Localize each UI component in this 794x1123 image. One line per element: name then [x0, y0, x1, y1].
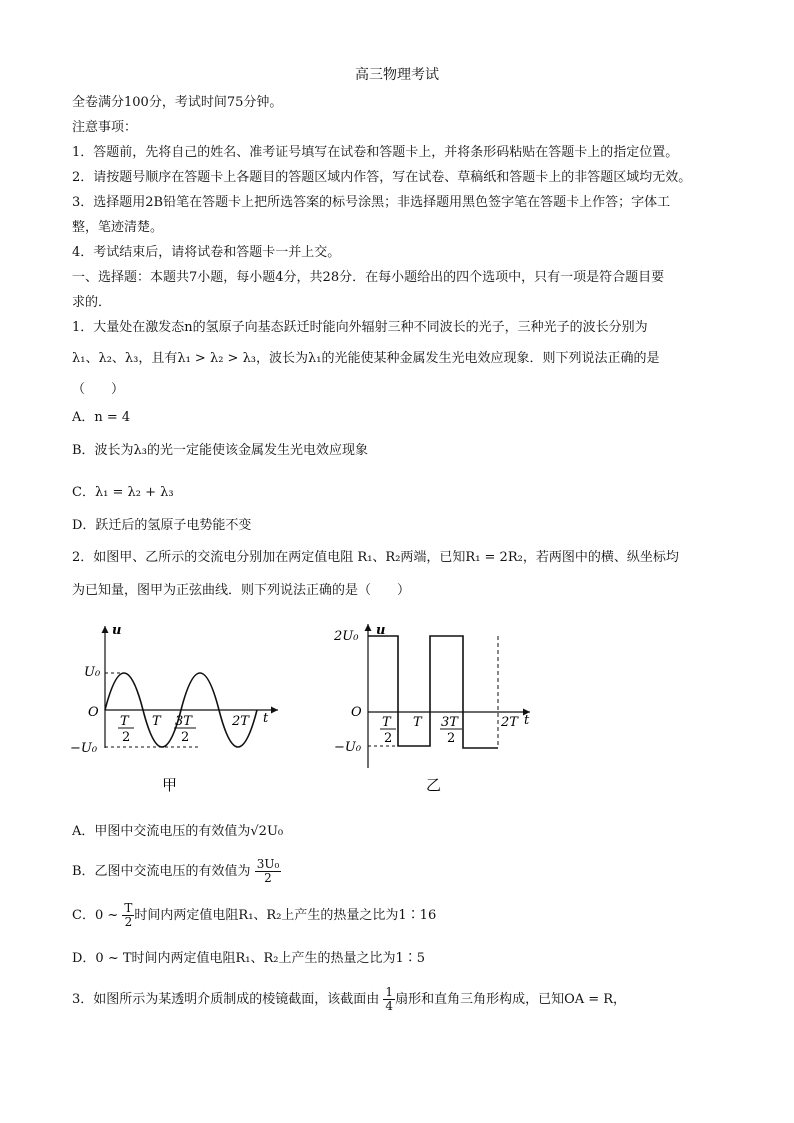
page-title: 高三物理考试: [355, 67, 439, 83]
q3-pre: 3．如图所示为某透明介质制成的棱镜截面，该截面由: [72, 992, 380, 1007]
u-label: u: [376, 623, 386, 638]
q2-stem-a: 2．如图甲、乙所示的交流电分别加在两定值电阻 R₁、R₂两端，已知R₁ = 2R₂，若两图中的横、纵坐标均: [72, 550, 679, 565]
tick-t: T: [413, 715, 422, 730]
figure-left-sine: [66, 618, 291, 803]
tick-t2-den: 2: [122, 730, 131, 745]
q2-stem-b: 为已知量，图甲为正弦曲线．则下列说法正确的是（ ）: [72, 583, 411, 598]
tick-3t2-num: 3T: [441, 715, 458, 730]
notice-1: 1．答题前，先将自己的姓名、准考证号填写在试卷和答题卡上，并将条形码粘贴在答题卡上的指定位置。: [72, 145, 679, 160]
caption-jia: 甲: [162, 776, 178, 794]
fraction-den: 2: [124, 915, 133, 929]
q1-stem-a: 1．大量处在激发态n的氢原子向基态跃迁时能向外辐射三种不同波长的光子，三种光子的波长分别为: [72, 320, 648, 335]
origin-label: O: [351, 705, 362, 720]
q1-stem-b: λ₁、λ₂、λ₃，且有λ₁ > λ₂ > λ₃，波长为λ₁的光能使某种金属发生光电效应现象．则下列说法正确的是: [72, 351, 660, 366]
tick-t2-num: T: [120, 714, 129, 729]
fraction: [122, 902, 134, 929]
u-label: u: [112, 623, 122, 638]
figure-right-square: [330, 618, 542, 803]
q3-post: 扇形和直角三角形构成，已知OA = R，: [395, 992, 627, 1007]
fraction-num: 1: [385, 985, 394, 999]
t-label: t: [263, 711, 269, 726]
q1-option-c: C．λ₁ = λ₂ + λ₃: [72, 485, 174, 500]
tick-t2-den: 2: [384, 731, 393, 746]
q1-option-a: A．n = 4: [72, 410, 131, 425]
2u0-label: 2U₀: [334, 629, 359, 644]
section-heading-a: 一、选择题：本题共7小题，每小题4分，共28分．在每小题给出的四个选项中，只有一项是符合题目要: [72, 270, 665, 285]
notice-2: 2．请按题号顺序在答题卡上各题目的答题区域内作答，写在试卷、草稿纸和答题卡上的非答题区域均无效。: [72, 170, 692, 185]
fraction-num: T: [124, 901, 133, 915]
q1-option-b: B．波长为λ₃的光一定能使该金属发生光电效应现象: [72, 443, 369, 458]
notice-3b: 整，笔迹清楚。: [72, 220, 164, 235]
q2-option-c: [72, 902, 436, 929]
fraction: [255, 858, 282, 885]
q2-option-a: A．甲图中交流电压的有效值为√2U₀: [72, 824, 284, 839]
q1-stem-c: （ ）: [72, 382, 125, 397]
tick-t2-num: T: [382, 715, 391, 730]
fraction-den: 2: [264, 871, 272, 885]
fraction-den: 4: [385, 999, 394, 1013]
score-line: 全卷满分100分，考试时间75分钟。: [72, 95, 283, 110]
mu0-label: −U₀: [334, 740, 362, 755]
mu0-label: −U₀: [70, 741, 98, 756]
t-label: t: [524, 713, 530, 728]
fraction: [383, 986, 395, 1013]
q1-option-d: D．跃迁后的氢原子电势能不变: [72, 518, 252, 533]
notice-title: 注意事项：: [72, 120, 138, 135]
notice-3a: 3．选择题用2B铅笔在答题卡上把所选答案的标号涂黑；非选择题用黑色签字笔在答题卡上作答；字体工: [72, 195, 671, 210]
caption-yi: 乙: [426, 776, 442, 794]
u0-label: U₀: [84, 665, 101, 680]
fraction-num: 3U₀: [256, 857, 280, 871]
tick-3t2-num: 3T: [175, 714, 192, 729]
q2-option-b: [72, 858, 281, 885]
option-c-post: 时间内两定值电阻R₁、R₂上产生的热量之比为1∶16: [134, 908, 437, 923]
origin-label: O: [88, 705, 99, 720]
q3-stem: [72, 986, 626, 1013]
option-b-text: B．乙图中交流电压的有效值为: [72, 864, 251, 879]
section-heading-b: 求的．: [72, 295, 112, 310]
tick-2t: 2T: [501, 715, 518, 730]
tick-2t: 2T: [232, 714, 249, 729]
tick-3t2-den: 2: [181, 730, 190, 745]
option-c-pre: C．0 ~: [72, 908, 119, 923]
notice-4: 4．考试结束后，请将试卷和答题卡一并上交。: [72, 245, 341, 260]
tick-3t2-den: 2: [447, 731, 456, 746]
q2-option-d: D．0 ~ T时间内两定值电阻R₁、R₂上产生的热量之比为1∶5: [72, 951, 426, 966]
tick-t: T: [152, 714, 161, 729]
